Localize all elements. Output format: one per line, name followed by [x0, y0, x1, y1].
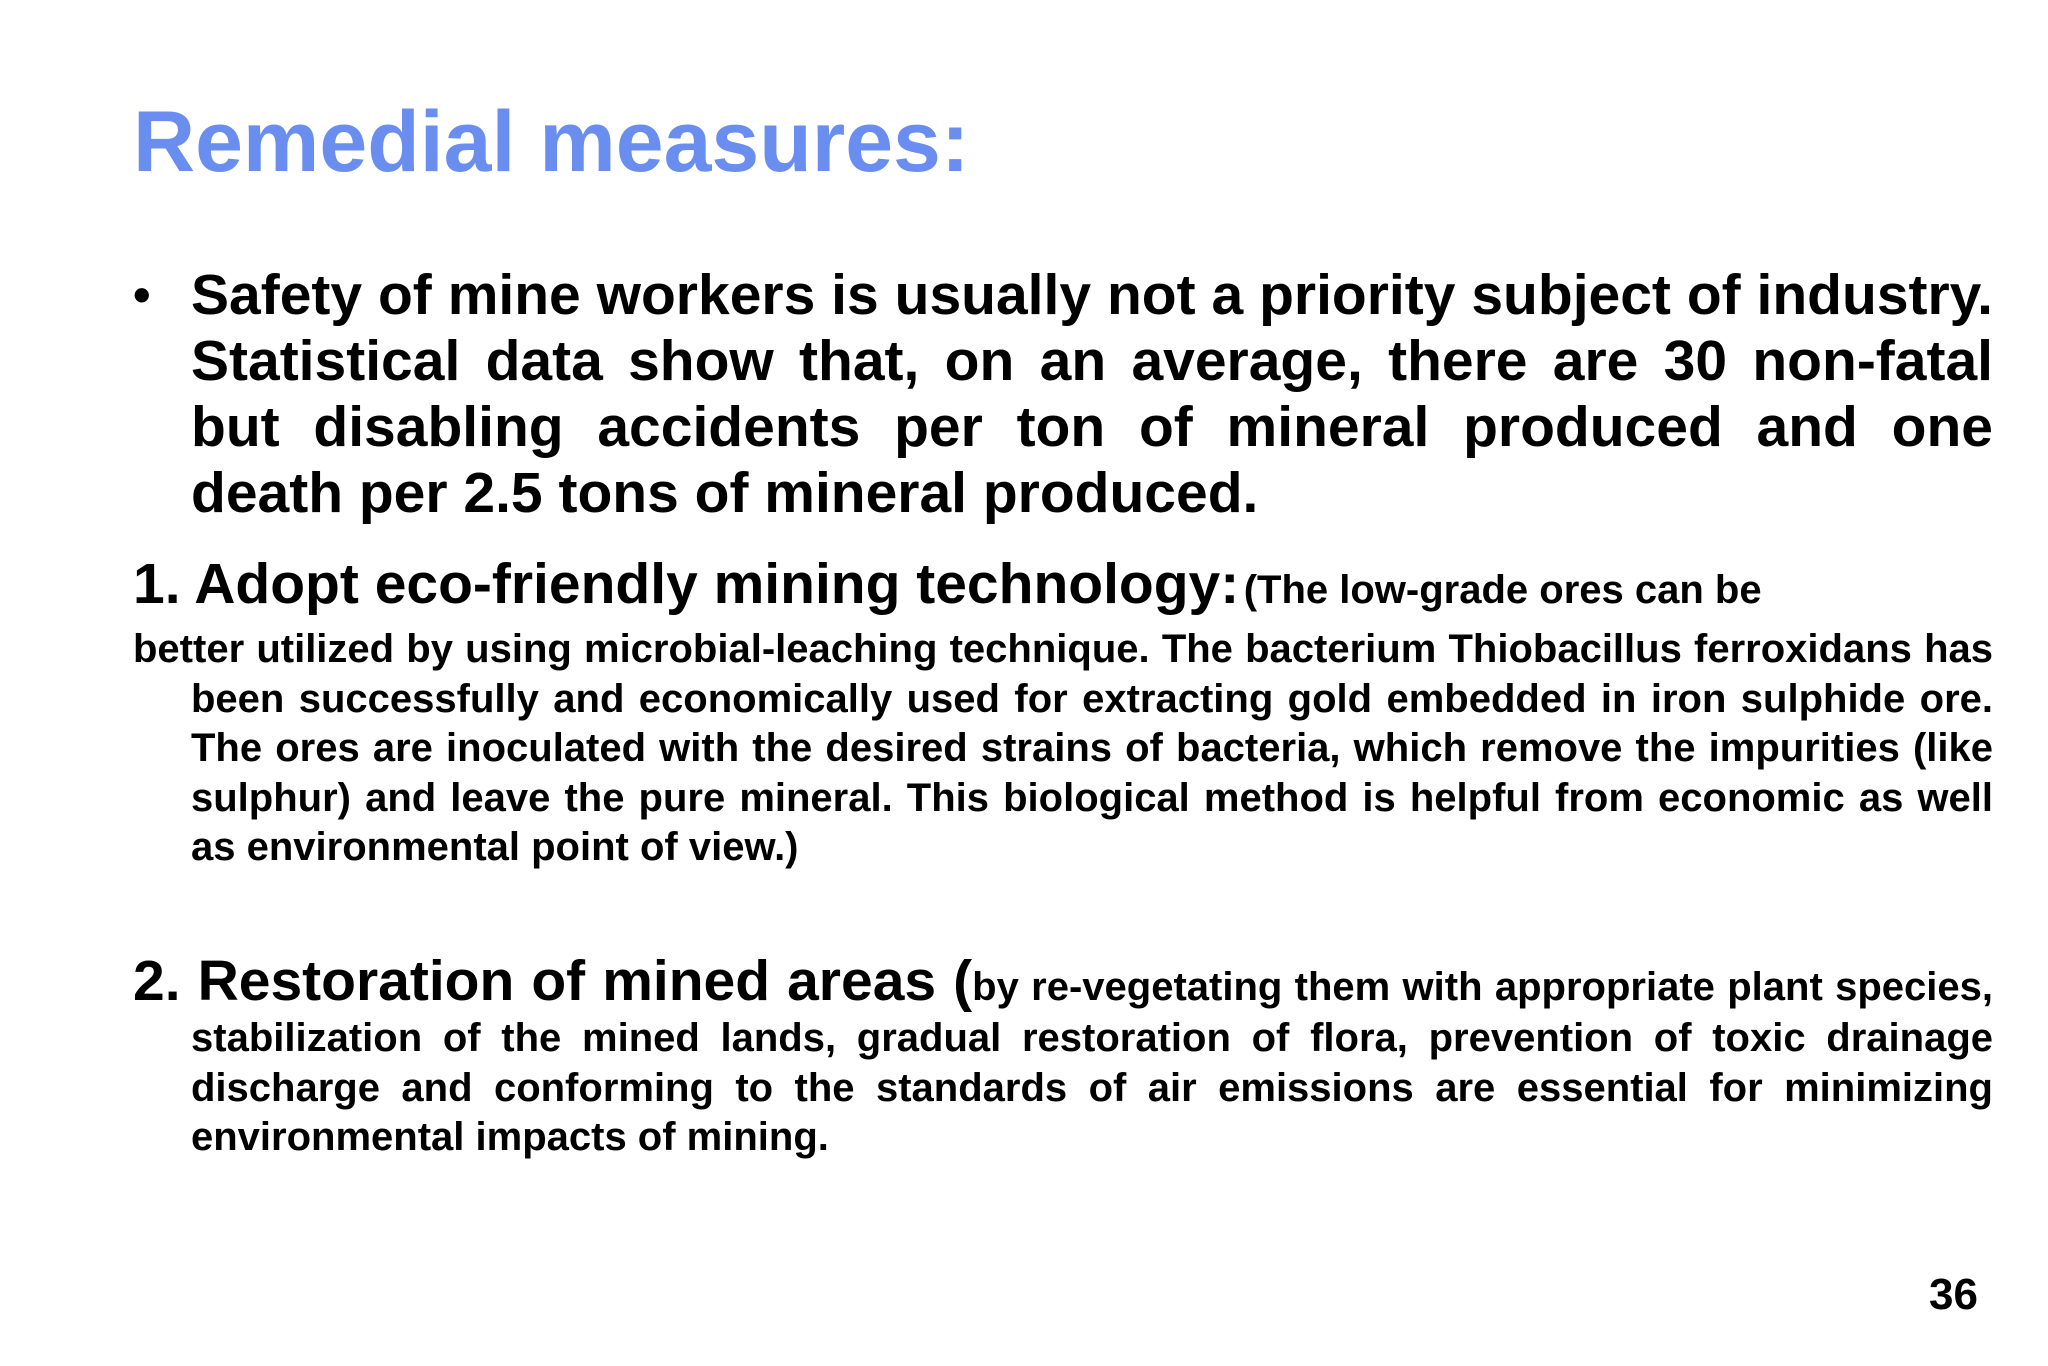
bullet-item	[133, 262, 1993, 526]
item-2-heading: 2. Restoration of mined areas (	[133, 949, 973, 1013]
item-1-detail: better utilized by using microbial-leaching technique. The bacterium Thiobacillus ferroxidans has been successfully and economically used for extracting gold embedded in iron sulphide ore. The ores are inoculated with the desired strains of bacteria, which remove the impurities (like sulphur) and leave the pure mineral. This biological method is helpful from economic as well as environmental point of view.)	[133, 627, 1993, 869]
slide-title: Remedial measures:	[133, 94, 970, 190]
bullet-icon: •	[133, 267, 151, 323]
item-1	[133, 551, 1993, 873]
bullet-paragraph	[133, 262, 1993, 526]
item-2	[133, 948, 1993, 1163]
page-number: 36	[1929, 1270, 1978, 1319]
item-2-paragraph	[133, 948, 1993, 1163]
item-2-detail: by re-vegetating them with appropriate plant species, stabilization of the mined lands, gradual restoration of flora, prevention of toxic drainage discharge and conforming to the standards of air emissions are essential for minimizing environmental impacts of mining.	[191, 965, 1993, 1159]
item-1-heading-line	[133, 551, 1993, 617]
bullet-text: Safety of mine workers is usually not a priority subject of industry. Statistical data show that, on an average, there are 30 non-fatal but disabling accidents per ton of mineral produced and one death per 2.5 tons of mineral produced.	[191, 263, 1993, 525]
item-1-lead-in: (The low-grade ores can be	[1243, 568, 1762, 612]
item-1-heading: 1. Adopt eco-friendly mining technology:	[133, 552, 1240, 616]
